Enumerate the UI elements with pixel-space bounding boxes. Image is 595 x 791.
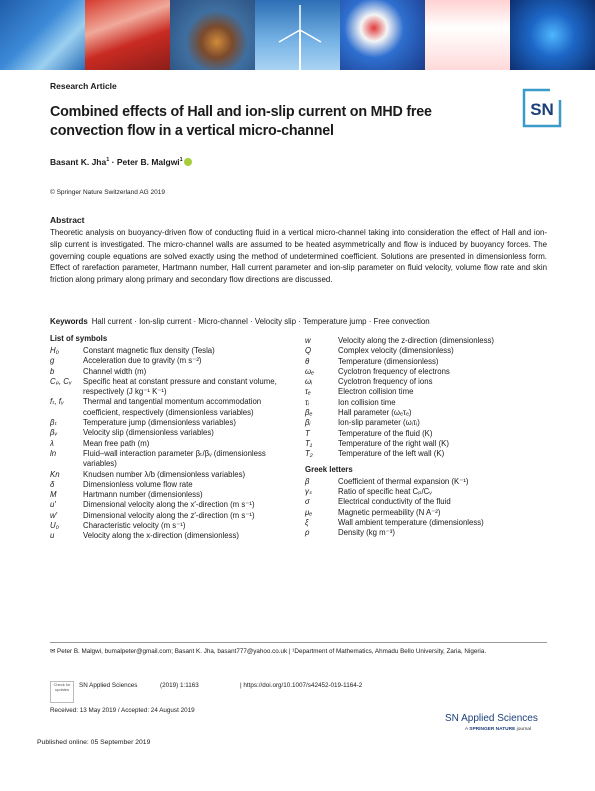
symbol-row bbox=[305, 429, 550, 439]
symbol-description: Ion collision time bbox=[338, 397, 396, 407]
symbol-description: Thermal and tangential momentum accommodation coefficient, respectively (dimensionless variables) bbox=[83, 397, 262, 417]
symbol-description: Dimensionless volume flow rate bbox=[83, 479, 193, 489]
symbol-description: Knudsen number λ/b (dimensionless variables) bbox=[83, 469, 246, 479]
orcid-icon[interactable] bbox=[184, 158, 192, 166]
correspondence-footnote: ✉ Peter B. Malgwi, bumalpeter@gmail.com; Basant K. Jha, basant777@yahoo.co.uk | ¹Department of Mathematics, Ahmadu Bello University, Zaria, Nigeria. bbox=[50, 648, 487, 655]
symbol-row bbox=[305, 518, 550, 528]
journal-name: SN Applied Sciences bbox=[79, 682, 138, 689]
symbol-row bbox=[305, 398, 550, 408]
symbol-row bbox=[50, 418, 290, 428]
symbol: β bbox=[305, 476, 310, 486]
symbol: u bbox=[50, 531, 55, 541]
symbol: βᵥ bbox=[50, 428, 58, 438]
symbol-description: Magnetic permeability (N A⁻²) bbox=[338, 507, 441, 517]
symbol-description: Temperature jump (dimensionless variables) bbox=[83, 418, 236, 428]
symbol-description: Specific heat at constant pressure and constant volume, respectively (J kg⁻¹ K⁻¹) bbox=[83, 376, 277, 397]
symbol-row bbox=[50, 428, 290, 438]
article-type: Research Article bbox=[50, 81, 117, 91]
symbol-description: Cyclotron frequency of electrons bbox=[338, 366, 450, 376]
symbol: b bbox=[50, 366, 55, 376]
symbol: Q bbox=[305, 346, 312, 356]
symbol: H₀ bbox=[50, 346, 59, 355]
symbol-row bbox=[50, 367, 290, 377]
symbol-description: Temperature (dimensionless) bbox=[338, 356, 439, 366]
symbol-description: Dimensional velocity along the z′-direction (m s⁻¹) bbox=[83, 510, 255, 520]
symbol: w bbox=[305, 336, 311, 345]
symbol-row bbox=[50, 521, 290, 531]
symbol-description: Temperature of the fluid (K) bbox=[338, 428, 433, 438]
greek-letters-heading: Greek letters bbox=[305, 464, 353, 474]
symbol: ωᵢ bbox=[305, 377, 313, 387]
symbol-row bbox=[305, 346, 550, 356]
symbol: g bbox=[50, 356, 55, 366]
sn-logo bbox=[522, 88, 562, 128]
springer-nature-tagline: A SPRINGER NATURE journal bbox=[465, 727, 532, 732]
symbol-description: Density (kg m⁻³) bbox=[338, 528, 395, 538]
check-for-updates-badge[interactable]: Check for updates bbox=[50, 681, 74, 703]
symbol: T₂ bbox=[305, 449, 313, 459]
banner-image-5 bbox=[340, 0, 425, 70]
symbol: fₜ, fᵥ bbox=[50, 397, 64, 407]
banner-image-1 bbox=[0, 0, 85, 70]
symbol: μₑ bbox=[305, 507, 313, 517]
symbol-description: Temperature of the left wall (K) bbox=[338, 449, 445, 459]
symbol-description: Fluid–wall interaction parameter βₜ/βᵥ (dimensionless variables) bbox=[83, 448, 266, 469]
symbol-row bbox=[305, 528, 550, 538]
symbol-row bbox=[305, 508, 550, 518]
symbol: ρ bbox=[305, 528, 310, 538]
symbol-row bbox=[305, 449, 550, 459]
symbol-row bbox=[50, 470, 290, 480]
symbol-row bbox=[305, 377, 550, 387]
symbol-description: Mean free path (m) bbox=[83, 438, 150, 448]
symbol-row bbox=[305, 387, 550, 397]
symbol: T₁ bbox=[305, 438, 313, 448]
abstract-heading: Abstract bbox=[50, 215, 85, 225]
symbol-description: Ion-slip parameter (ωᵢτᵢ) bbox=[338, 418, 420, 428]
sn-logo-icon bbox=[522, 88, 562, 128]
symbol-row bbox=[50, 439, 290, 449]
symbol: ωₑ bbox=[305, 366, 315, 376]
symbols-list-left bbox=[50, 346, 290, 542]
doi-link[interactable]: | https://doi.org/10.1007/s42452-019-1164-2 bbox=[240, 682, 363, 689]
symbol: σ bbox=[305, 497, 310, 507]
symbol-row bbox=[50, 531, 290, 541]
article-title: Combined effects of Hall and ion-slip current on MHD free convection flow in a vertical micro-channel bbox=[50, 104, 432, 139]
symbol-description: Velocity along the z-direction (dimensionless) bbox=[338, 336, 495, 345]
symbol: Cₚ, Cᵥ bbox=[50, 376, 72, 386]
symbol-description: Electron collision time bbox=[338, 387, 414, 397]
symbol: βᵢ bbox=[305, 418, 311, 428]
symbol: βₜ bbox=[50, 418, 57, 428]
symbol-description: Ratio of specific heat Cₚ/Cᵥ bbox=[338, 487, 432, 497]
symbol: θ bbox=[305, 356, 310, 366]
abstract-text: Theoretic analysis on buoyancy-driven flow of conducting fluid in a vertical micro-channel taking into consideration the effect of Hall and ion-slip current is investigated. The micro-channel walls are assumed to be heated asymmetrically and flow is induced by buoyancy forces. The governing couple equations are solved exactly using the method of undetermined coefficient. Solutions are presented in dimensionless form. Effect of rarefaction parameter, Hartmann number, Hall current parameter and ion-slip parameter on fluid velocity, volume flow rate and skin friction along primary along primary and secondary flow directions are discussed. bbox=[50, 228, 547, 285]
symbol-row bbox=[50, 397, 290, 418]
symbol-description: Velocity slip (dimensionless variables) bbox=[83, 428, 214, 438]
symbol-row bbox=[50, 356, 290, 366]
symbol: δ bbox=[50, 479, 55, 489]
volume-info: (2019) 1:1163 bbox=[160, 682, 199, 689]
banner-image-3 bbox=[170, 0, 255, 70]
symbol: λ bbox=[50, 438, 54, 448]
wind-turbine-icon bbox=[255, 0, 340, 70]
symbol-description: Temperature of the right wall (K) bbox=[338, 438, 449, 448]
symbol: τₑ bbox=[305, 387, 311, 397]
symbol-row bbox=[50, 449, 290, 470]
symbol-description: Hall parameter (ωₑτₑ) bbox=[338, 408, 412, 418]
keywords bbox=[50, 317, 430, 326]
symbol: T bbox=[305, 428, 310, 438]
symbol-description: Constant magnetic flux density (Tesla) bbox=[83, 346, 215, 355]
symbol-row bbox=[50, 500, 290, 510]
symbol-description: Coefficient of thermal expansion (K⁻¹) bbox=[338, 476, 469, 486]
symbol-row bbox=[305, 408, 550, 418]
symbol-row bbox=[305, 477, 550, 487]
received-accepted-dates: Received: 13 May 2019 / Accepted: 24 August 2019 bbox=[50, 707, 195, 714]
symbol-description: Electrical conductivity of the fluid bbox=[338, 497, 451, 507]
symbol: ξ bbox=[305, 518, 309, 528]
sn-applied-sciences-logo: SN Applied Sciences bbox=[445, 713, 538, 724]
published-online-date: Published online: 05 September 2019 bbox=[37, 739, 151, 746]
banner-image-2 bbox=[85, 0, 170, 70]
symbol-description: Velocity along the x-direction (dimensionless) bbox=[83, 531, 240, 541]
author-1[interactable]: Basant K. Jha bbox=[50, 157, 107, 167]
copyright: © Springer Nature Switzerland AG 2019 bbox=[50, 189, 165, 196]
svg-text:SN: SN bbox=[530, 100, 554, 119]
symbol: βₑ bbox=[305, 408, 313, 418]
symbol-row bbox=[305, 357, 550, 367]
banner-image-7 bbox=[510, 0, 595, 70]
symbol-row bbox=[305, 418, 550, 428]
banner-image-6 bbox=[425, 0, 510, 70]
symbol-row bbox=[50, 490, 290, 500]
symbol: τᵢ bbox=[305, 397, 309, 407]
symbol-row bbox=[305, 497, 550, 507]
symbol-row bbox=[50, 346, 290, 356]
symbol-description: Acceleration due to gravity (m s⁻²) bbox=[83, 356, 202, 366]
symbol-row bbox=[305, 336, 550, 346]
symbol: γₛ bbox=[305, 487, 312, 497]
symbol-description: Wall ambient temperature (dimensionless) bbox=[338, 518, 484, 528]
symbol: M bbox=[50, 490, 57, 500]
symbol: w′ bbox=[50, 510, 58, 520]
author-2[interactable]: Peter B. Malgwi bbox=[116, 157, 180, 167]
author-list: Basant K. Jha$^1$ · Peter B. Malgwi$^1$ bbox=[50, 157, 192, 167]
symbol-row bbox=[50, 377, 290, 398]
symbol: Kn bbox=[50, 469, 60, 479]
symbol-description: Hartmann number (dimensionless) bbox=[83, 490, 203, 500]
symbol: U₀ bbox=[50, 521, 59, 531]
header-banner bbox=[0, 0, 595, 70]
symbol-row bbox=[305, 487, 550, 497]
keywords-label: Keywords bbox=[50, 317, 88, 326]
banner-image-wind-turbine bbox=[255, 0, 340, 70]
symbol-description: Complex velocity (dimensionless) bbox=[338, 346, 454, 356]
symbol-description: Cyclotron frequency of ions bbox=[338, 377, 433, 387]
symbol-description: Characteristic velocity (m s⁻¹) bbox=[83, 521, 186, 531]
symbols-heading: List of symbols bbox=[50, 334, 108, 343]
footnote-divider bbox=[50, 642, 547, 643]
symbol-row bbox=[305, 367, 550, 377]
symbol-description: Channel width (m) bbox=[83, 366, 147, 376]
symbol-row bbox=[305, 439, 550, 449]
symbol-description: Dimensional velocity along the x′-direction (m s⁻¹) bbox=[83, 500, 255, 510]
symbol-row bbox=[50, 511, 290, 521]
keywords-list: Hall current · Ion-slip current · Micro-channel · Velocity slip · Temperature jump · Free convection bbox=[91, 317, 430, 326]
symbol: u′ bbox=[50, 500, 56, 510]
symbol-row bbox=[50, 480, 290, 490]
symbol: ln bbox=[50, 448, 57, 458]
symbols-list-right bbox=[305, 336, 550, 539]
